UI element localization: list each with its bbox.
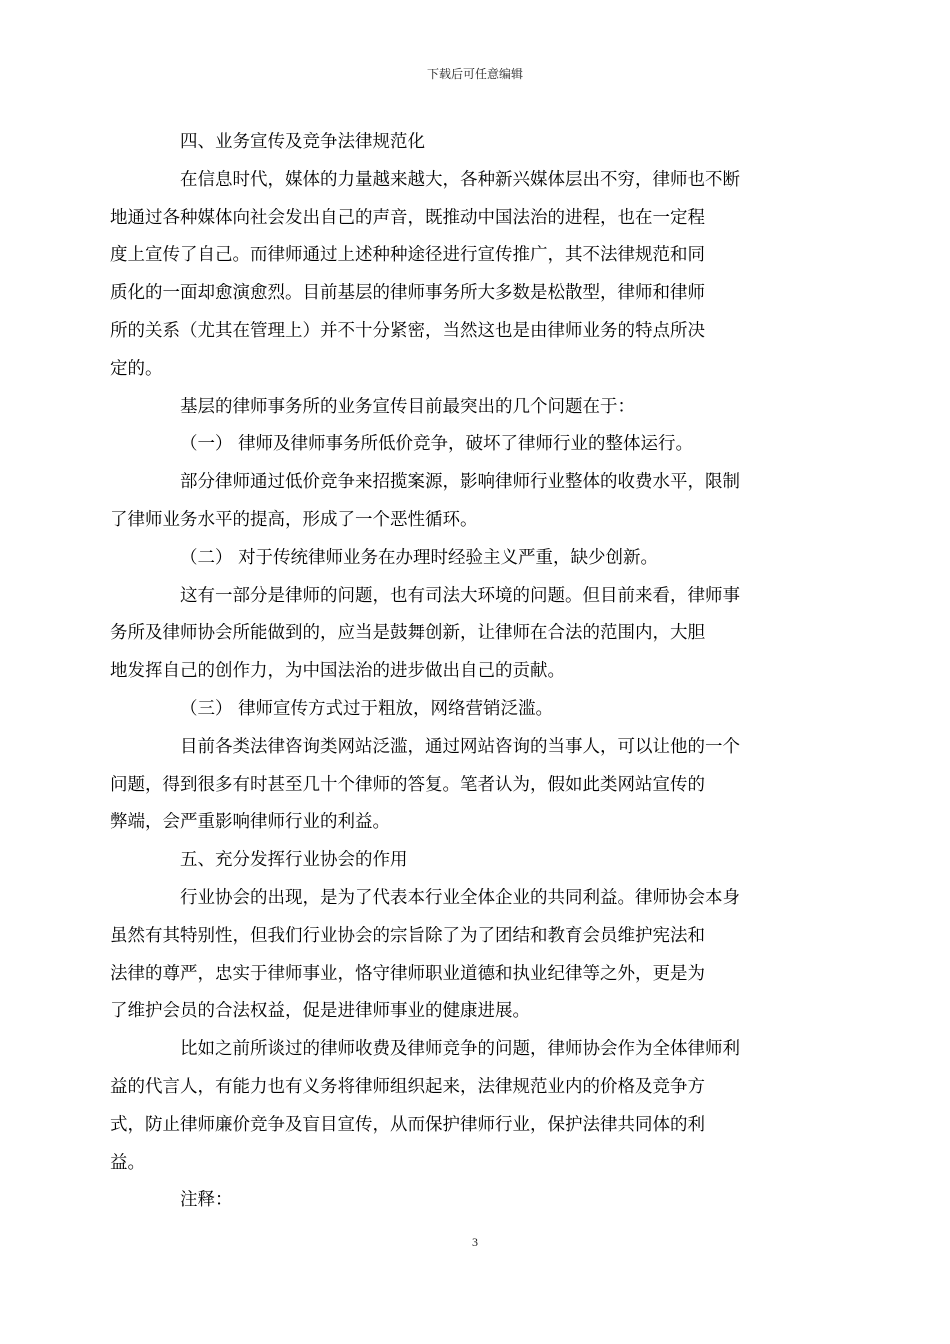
text-line: 虽然有其特别性，但我们行业协会的宗旨除了为了团结和教育会员维护宪法和: [110, 925, 705, 946]
paragraph: [145, 124, 807, 162]
text-line: 所的关系（尤其在管理上）并不十分紧密，当然这也是由律师业务的特点所决: [110, 320, 705, 341]
text-line: 地通过各种媒体向社会发出自己的声音，既推动中国法治的进程，也在一定程: [110, 207, 705, 228]
text-line: 式，防止律师廉价竞争及盲目宣传，从而保护律师行业，保护法律共同体的利: [110, 1114, 705, 1135]
text-line: 益。: [110, 1152, 145, 1173]
paragraph: [145, 691, 807, 729]
page-header: 下载后可任意编辑: [426, 67, 523, 81]
text-line: 定的。: [110, 358, 163, 379]
paragraph: [145, 426, 807, 464]
paragraph: [110, 578, 807, 691]
text-line: 这有一部分是律师的问题，也有司法大环境的问题。但目前来看，律师事: [180, 585, 740, 606]
text-line: 度上宣传了自己。而律师通过上述种种途径进行宣传推广，其不法律规范和同: [110, 245, 705, 266]
paragraph: [145, 1182, 807, 1220]
text-line: 了维护会员的合法权益，促是进律师事业的健康进展。: [110, 1001, 530, 1022]
text-line: （二） 对于传统律师业务在办理时经验主义严重，缺少创新。: [180, 547, 659, 568]
text-line: 注释：: [180, 1190, 233, 1211]
text-line: 问题，得到很多有时甚至几十个律师的答复。笔者认为，假如此类网站宣传的: [110, 774, 705, 795]
text-line: 地发挥自己的创作力，为中国法治的进步做出自己的贡献。: [110, 661, 565, 682]
text-line: 比如之前所谈过的律师收费及律师竞争的问题，律师协会作为全体律师利: [180, 1039, 740, 1060]
text-line: 益的代言人，有能力也有义务将律师组织起来，法律规范业内的价格及竞争方: [110, 1076, 705, 1097]
text-line: 务所及律师协会所能做到的，应当是鼓舞创新，让律师在合法的范围内，大胆: [110, 623, 705, 644]
paragraph: [110, 162, 807, 389]
paragraph: [110, 1031, 807, 1182]
text-line: 法律的尊严，忠实于律师事业，恪守律师职业道德和执业纪律等之外，更是为: [110, 963, 705, 984]
page-number: 3: [472, 1235, 478, 1249]
paragraph: [110, 880, 807, 1031]
text-line: 了律师业务水平的提高，形成了一个恶性循环。: [110, 509, 478, 530]
paragraph: [110, 729, 807, 842]
paragraph: [145, 389, 807, 427]
paragraph: [145, 540, 807, 578]
text-line: 部分律师通过低价竞争来招揽案源，影响律师行业整体的收费水平，限制: [180, 472, 740, 493]
text-line: （三） 律师宣传方式过于粗放，网络营销泛滥。: [180, 698, 554, 719]
text-line: 四、业务宣传及竞争法律规范化: [180, 132, 425, 152]
document-body: [110, 124, 807, 1220]
paragraph: [145, 842, 807, 880]
text-line: 行业协会的出现，是为了代表本行业全体企业的共同利益。律师协会本身: [180, 887, 740, 908]
text-line: 目前各类法律咨询类网站泛滥，通过网站咨询的当事人，可以让他的一个: [180, 736, 740, 757]
text-line: 弊端，会严重影响律师行业的利益。: [110, 812, 390, 833]
text-line: 基层的律师事务所的业务宣传目前最突出的几个问题在于：: [180, 396, 635, 417]
text-line: 质化的一面却愈演愈烈。目前基层的律师事务所大多数是松散型，律师和律师: [110, 283, 705, 304]
text-line: （一） 律师及律师事务所低价竞争，破坏了律师行业的整体运行。: [180, 434, 694, 455]
text-line: 在信息时代，媒体的力量越来越大，各种新兴媒体层出不穷，律师也不断: [180, 169, 740, 190]
paragraph: [110, 464, 807, 540]
text-line: 五、充分发挥行业协会的作用: [180, 850, 408, 871]
